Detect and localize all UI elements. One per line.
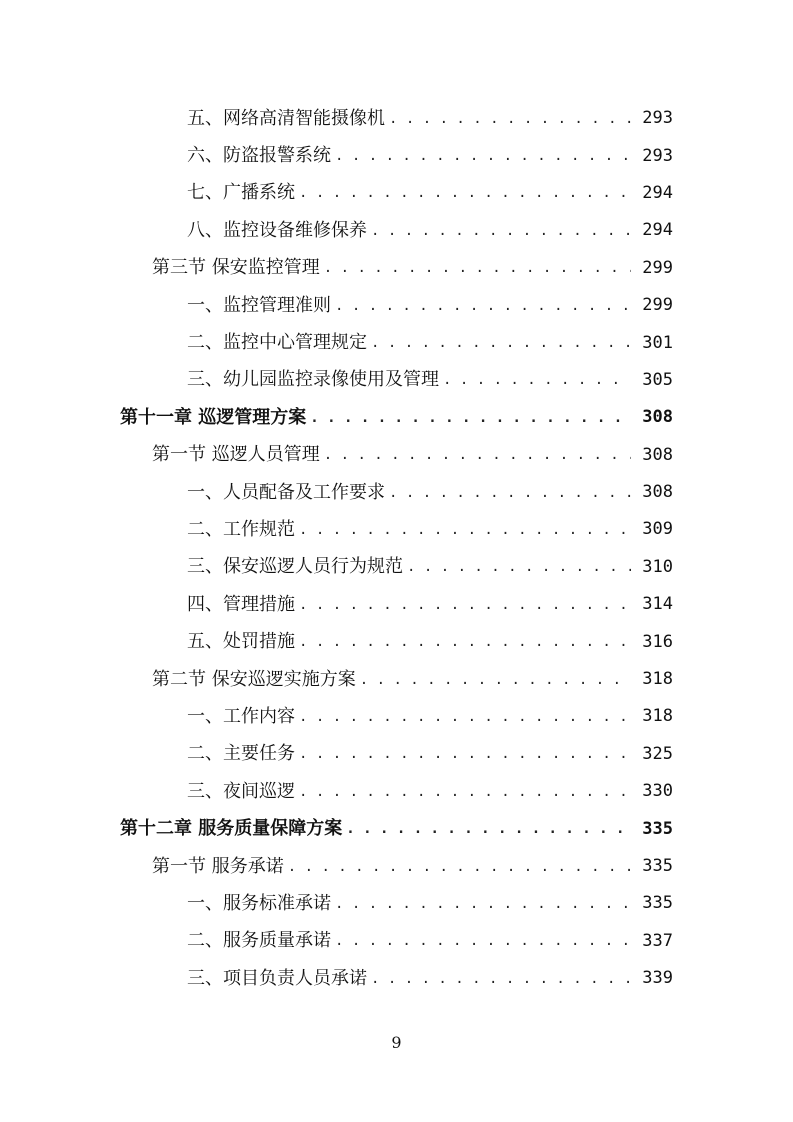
toc-entry-page: 310: [642, 556, 673, 577]
toc-entry-title: 八、监控设备维修保养: [187, 219, 367, 241]
toc-entry-title: 一、监控管理准则: [187, 294, 331, 316]
toc-entry[interactable]: [0, 100, 793, 137]
dot-leader: [299, 598, 631, 612]
toc-entry-title: 七、广播系统: [187, 182, 295, 204]
toc-entry[interactable]: [0, 362, 793, 399]
toc-entry-page: 339: [642, 968, 673, 989]
toc-entry-title: 三、保安巡逻人员行为规范: [187, 556, 403, 578]
dot-leader: [389, 486, 631, 500]
dot-leader: [299, 747, 631, 761]
toc-entry-page: 294: [642, 182, 673, 203]
toc-entry-title: 第十一章 巡逻管理方案: [120, 406, 307, 428]
dot-leader: [335, 149, 631, 163]
toc-entry[interactable]: [0, 511, 793, 548]
toc-entry[interactable]: [0, 960, 793, 997]
page-number: 9: [391, 1033, 402, 1052]
dot-leader: [299, 523, 631, 537]
toc-entry-page: 335: [642, 818, 673, 839]
toc-entry[interactable]: [0, 923, 793, 960]
toc-chapter-entry[interactable]: [0, 399, 793, 436]
dot-leader: [324, 261, 631, 275]
toc-entry-page: 294: [642, 220, 673, 241]
toc-entry[interactable]: [0, 324, 793, 361]
toc-entry-title: 五、网络高清智能摄像机: [187, 107, 385, 129]
toc-entry-title: 第一节 服务承诺: [152, 855, 284, 877]
dot-leader: [371, 224, 631, 238]
toc-entry[interactable]: [0, 549, 793, 586]
toc-section-entry[interactable]: [0, 250, 793, 287]
toc-section-entry[interactable]: [0, 848, 793, 885]
table-of-contents: [0, 100, 793, 997]
dot-leader: [335, 897, 631, 911]
toc-entry-page: 293: [642, 108, 673, 129]
toc-entry[interactable]: [0, 212, 793, 249]
dot-leader: [324, 448, 631, 462]
toc-entry-page: 308: [642, 407, 673, 428]
toc-entry-title: 二、主要任务: [187, 743, 295, 765]
toc-entry[interactable]: [0, 773, 793, 810]
toc-entry-title: 四、管理措施: [187, 593, 295, 615]
toc-entry-title: 二、工作规范: [187, 518, 295, 540]
toc-entry[interactable]: [0, 736, 793, 773]
toc-entry[interactable]: [0, 175, 793, 212]
toc-entry-page: 299: [642, 295, 673, 316]
toc-entry-page: 325: [642, 743, 673, 764]
toc-entry-page: 316: [642, 631, 673, 652]
toc-entry-title: 三、夜间巡逻: [187, 780, 295, 802]
toc-entry-title: 二、监控中心管理规定: [187, 332, 367, 354]
toc-entry[interactable]: [0, 623, 793, 660]
dot-leader: [407, 560, 631, 574]
toc-entry-page: 299: [642, 257, 673, 278]
dot-leader: [310, 411, 631, 425]
toc-entry[interactable]: [0, 287, 793, 324]
dot-leader: [346, 822, 631, 836]
toc-entry-title: 二、服务质量承诺: [187, 930, 331, 952]
toc-section-entry[interactable]: [0, 661, 793, 698]
toc-entry-page: 314: [642, 594, 673, 615]
toc-entry-title: 五、处罚措施: [187, 631, 295, 653]
toc-entry-page: 301: [642, 332, 673, 353]
toc-entry-page: 305: [642, 369, 673, 390]
dot-leader: [360, 673, 631, 687]
dot-leader: [288, 860, 631, 874]
toc-entry-title: 一、工作内容: [187, 705, 295, 727]
toc-entry-page: 335: [642, 893, 673, 914]
dot-leader: [371, 336, 631, 350]
toc-entry-title: 一、服务标准承诺: [187, 892, 331, 914]
toc-entry-title: 三、项目负责人员承诺: [187, 967, 367, 989]
dot-leader: [443, 373, 631, 387]
toc-entry-page: 330: [642, 781, 673, 802]
toc-entry-page: 318: [642, 669, 673, 690]
dot-leader: [335, 299, 631, 313]
toc-entry[interactable]: [0, 474, 793, 511]
toc-entry-page: 308: [642, 444, 673, 465]
toc-entry-page: 293: [642, 145, 673, 166]
toc-entry[interactable]: [0, 885, 793, 922]
toc-entry[interactable]: [0, 698, 793, 735]
toc-entry-page: 308: [642, 482, 673, 503]
dot-leader: [389, 112, 631, 126]
toc-entry[interactable]: [0, 586, 793, 623]
dot-leader: [299, 785, 631, 799]
toc-section-entry[interactable]: [0, 437, 793, 474]
toc-entry[interactable]: [0, 137, 793, 174]
toc-entry-title: 第三节 保安监控管理: [152, 257, 320, 279]
dot-leader: [299, 186, 631, 200]
toc-entry-title: 三、幼儿园监控录像使用及管理: [187, 369, 439, 391]
toc-entry-title: 一、人员配备及工作要求: [187, 481, 385, 503]
toc-chapter-entry[interactable]: [0, 810, 793, 847]
dot-leader: [335, 934, 631, 948]
toc-entry-page: 318: [642, 706, 673, 727]
toc-entry-title: 第十二章 服务质量保障方案: [120, 818, 343, 840]
dot-leader: [299, 710, 631, 724]
toc-entry-title: 第一节 巡逻人员管理: [152, 444, 320, 466]
toc-entry-page: 335: [642, 856, 673, 876]
toc-entry-title: 六、防盗报警系统: [187, 145, 331, 167]
dot-leader: [371, 972, 631, 986]
toc-entry-page: 309: [642, 519, 673, 540]
toc-entry-title: 第二节 保安巡逻实施方案: [152, 668, 356, 690]
dot-leader: [299, 635, 631, 649]
toc-entry-page: 337: [642, 930, 673, 951]
